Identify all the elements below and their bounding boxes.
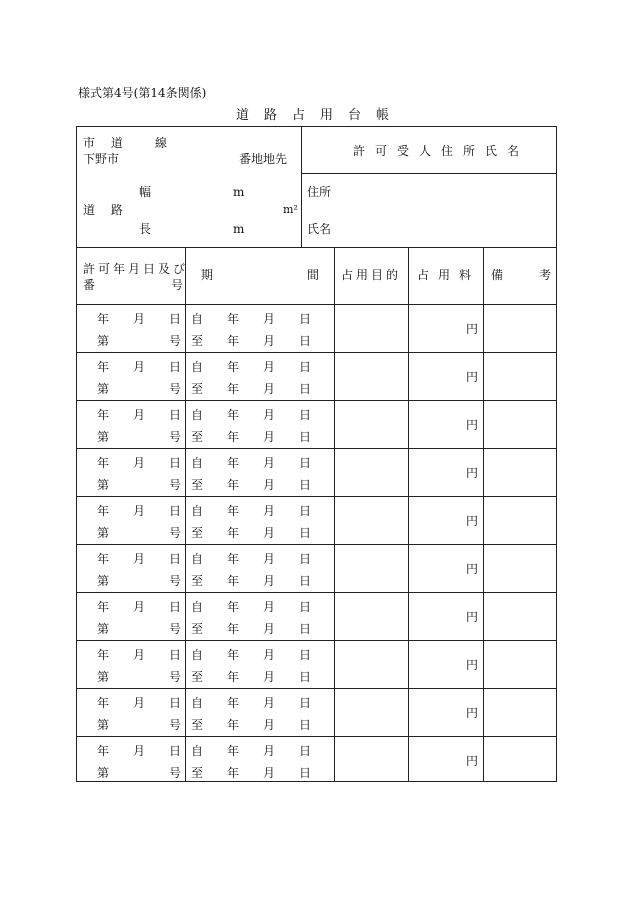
permit-day: 日 [169,648,182,662]
permit-number-dai: 第 [97,526,110,540]
city-name: 下野市 [83,152,120,166]
fee-yen: 円 [466,610,479,624]
col-number-ban: 番 [83,278,96,292]
name-label: 氏名 [307,222,332,236]
row-divider [77,496,556,497]
period-to: 至 [191,526,204,540]
column-separator [483,247,484,781]
fee-yen: 円 [466,658,479,672]
permit-number-go: 号 [169,670,182,684]
period-from-year: 年 [227,312,240,326]
permit-month: 月 [133,408,146,422]
col-purpose: 占用目的 [341,268,402,282]
row-divider [77,592,556,593]
period-to-day: 日 [299,478,312,492]
period-from-year: 年 [227,408,240,422]
fee-yen: 円 [466,370,479,384]
col-remarks-1: 備 [491,268,504,282]
period-to-year: 年 [227,766,240,780]
permit-month: 月 [133,360,146,374]
period-to: 至 [191,670,204,684]
period-from: 自 [191,552,204,566]
form-number: 様式第4号(第14条関係) [78,86,207,100]
period-from-month: 月 [263,408,276,422]
line-label: 線 [155,136,168,150]
period-to-year: 年 [227,334,240,348]
road-occupancy-ledger-table [76,126,557,782]
period-to-year: 年 [227,382,240,396]
period-to-year: 年 [227,478,240,492]
row-divider [77,400,556,401]
period-to-year: 年 [227,574,240,588]
permit-number-dai: 第 [97,622,110,636]
road-permittee-divider [301,127,302,247]
fee-yen: 円 [466,514,479,528]
period-to-year: 年 [227,718,240,732]
period-to-month: 月 [263,478,276,492]
period-to-month: 月 [263,382,276,396]
permit-number-dai: 第 [97,478,110,492]
period-from: 自 [191,408,204,422]
permit-month: 月 [133,600,146,614]
permit-day: 日 [169,312,182,326]
document-title: 道路占用台帳 [236,108,405,123]
permit-year: 年 [97,456,110,470]
period-to-month: 月 [263,574,276,588]
period-from-day: 日 [299,744,312,758]
row-divider [77,352,556,353]
permit-month: 月 [133,504,146,518]
permit-number-dai: 第 [97,574,110,588]
period-from-year: 年 [227,696,240,710]
period-to-day: 日 [299,574,312,588]
permit-number-go: 号 [169,574,182,588]
period-from: 自 [191,504,204,518]
row-divider [77,448,556,449]
permit-number-go: 号 [169,622,182,636]
address-suffix: 番地地先 [239,152,288,166]
period-to-day: 日 [299,622,312,636]
permit-year: 年 [97,360,110,374]
permittee-heading: 許可受人住所氏名 [353,144,530,158]
period-to-month: 月 [263,526,276,540]
period-from-month: 月 [263,648,276,662]
period-to-month: 月 [263,718,276,732]
permit-month: 月 [133,456,146,470]
permit-number-dai: 第 [97,718,110,732]
period-to-year: 年 [227,670,240,684]
period-to-month: 月 [263,670,276,684]
permit-year: 年 [97,600,110,614]
period-from-month: 月 [263,456,276,470]
period-to: 至 [191,382,204,396]
period-from-month: 月 [263,552,276,566]
col-permit-date-number: 許可年月日及び [83,262,189,276]
permit-number-go: 号 [169,766,182,780]
permit-day: 日 [169,696,182,710]
period-from: 自 [191,696,204,710]
period-from-year: 年 [227,552,240,566]
row-divider [77,544,556,545]
row-divider [77,688,556,689]
permit-month: 月 [133,696,146,710]
permit-number-dai: 第 [97,766,110,780]
column-separator [185,247,186,781]
permit-number-go: 号 [169,718,182,732]
permit-day: 日 [169,408,182,422]
fee-yen: 円 [466,418,479,432]
period-from-year: 年 [227,504,240,518]
period-to-month: 月 [263,334,276,348]
fee-yen: 円 [466,754,479,768]
period-from-year: 年 [227,360,240,374]
permit-number-dai: 第 [97,334,110,348]
period-to-year: 年 [227,526,240,540]
header-divider [77,247,556,248]
period-from-day: 日 [299,648,312,662]
row-divider [77,640,556,641]
permit-number-go: 号 [169,526,182,540]
period-from: 自 [191,744,204,758]
column-header-divider [77,304,556,305]
period-to-month: 月 [263,766,276,780]
col-number-go: 号 [171,278,184,292]
period-to: 至 [191,718,204,732]
length-label: 長 [139,222,152,236]
period-to-day: 日 [299,334,312,348]
permit-year: 年 [97,408,110,422]
period-from: 自 [191,360,204,374]
period-from: 自 [191,600,204,614]
col-fee: 占用料 [417,268,481,282]
permit-day: 日 [169,600,182,614]
permit-day: 日 [169,360,182,374]
permit-number-go: 号 [169,478,182,492]
permit-year: 年 [97,552,110,566]
period-from-month: 月 [263,744,276,758]
period-from-year: 年 [227,456,240,470]
column-separator [334,247,335,781]
permit-month: 月 [133,648,146,662]
period-from-day: 日 [299,504,312,518]
period-to-month: 月 [263,622,276,636]
period-from-day: 日 [299,360,312,374]
width-label: 幅 [139,185,152,199]
permittee-divider [301,173,556,174]
period-from-month: 月 [263,312,276,326]
period-to: 至 [191,478,204,492]
period-to-month: 月 [263,430,276,444]
period-from-day: 日 [299,456,312,470]
period-from-year: 年 [227,744,240,758]
period-to-year: 年 [227,622,240,636]
permit-number-dai: 第 [97,670,110,684]
permit-year: 年 [97,744,110,758]
period-to-day: 日 [299,670,312,684]
permit-day: 日 [169,456,182,470]
period-from-month: 月 [263,504,276,518]
period-to: 至 [191,766,204,780]
permit-year: 年 [97,648,110,662]
fee-yen: 円 [466,466,479,480]
permit-month: 月 [133,312,146,326]
col-remarks-2: 考 [539,268,552,282]
permit-number-go: 号 [169,382,182,396]
period-from-year: 年 [227,648,240,662]
period-to-day: 日 [299,526,312,540]
permit-day: 日 [169,552,182,566]
area-unit: m² [283,203,298,216]
fee-yen: 円 [466,322,479,336]
period-to: 至 [191,574,204,588]
period-from-month: 月 [263,360,276,374]
period-from-month: 月 [263,600,276,614]
permit-number-dai: 第 [97,382,110,396]
length-unit: m [233,222,245,236]
period-from-month: 月 [263,696,276,710]
period-from: 自 [191,312,204,326]
period-to-day: 日 [299,766,312,780]
permit-month: 月 [133,552,146,566]
permit-year: 年 [97,504,110,518]
fee-yen: 円 [466,706,479,720]
fee-yen: 円 [466,562,479,576]
permit-number-go: 号 [169,430,182,444]
permit-number-dai: 第 [97,430,110,444]
period-from-day: 日 [299,312,312,326]
period-from-day: 日 [299,552,312,566]
period-to: 至 [191,430,204,444]
col-period-end: 間 [307,268,320,282]
period-to-day: 日 [299,382,312,396]
column-separator [408,247,409,781]
permit-year: 年 [97,312,110,326]
period-from-day: 日 [299,408,312,422]
period-to-year: 年 [227,430,240,444]
period-from-year: 年 [227,600,240,614]
period-to: 至 [191,334,204,348]
permit-day: 日 [169,744,182,758]
period-from: 自 [191,456,204,470]
permit-year: 年 [97,696,110,710]
address-label: 住所 [307,185,332,199]
period-to-day: 日 [299,718,312,732]
period-from-day: 日 [299,696,312,710]
period-from-day: 日 [299,600,312,614]
permit-day: 日 [169,504,182,518]
permit-month: 月 [133,744,146,758]
period-to-day: 日 [299,430,312,444]
city-road-label: 市 道 [83,136,129,150]
permit-number-go: 号 [169,334,182,348]
col-period-start: 期 [201,268,214,282]
row-divider [77,736,556,737]
width-unit: m [233,185,245,199]
road-label: 道 路 [83,203,129,217]
period-from: 自 [191,648,204,662]
period-to: 至 [191,622,204,636]
